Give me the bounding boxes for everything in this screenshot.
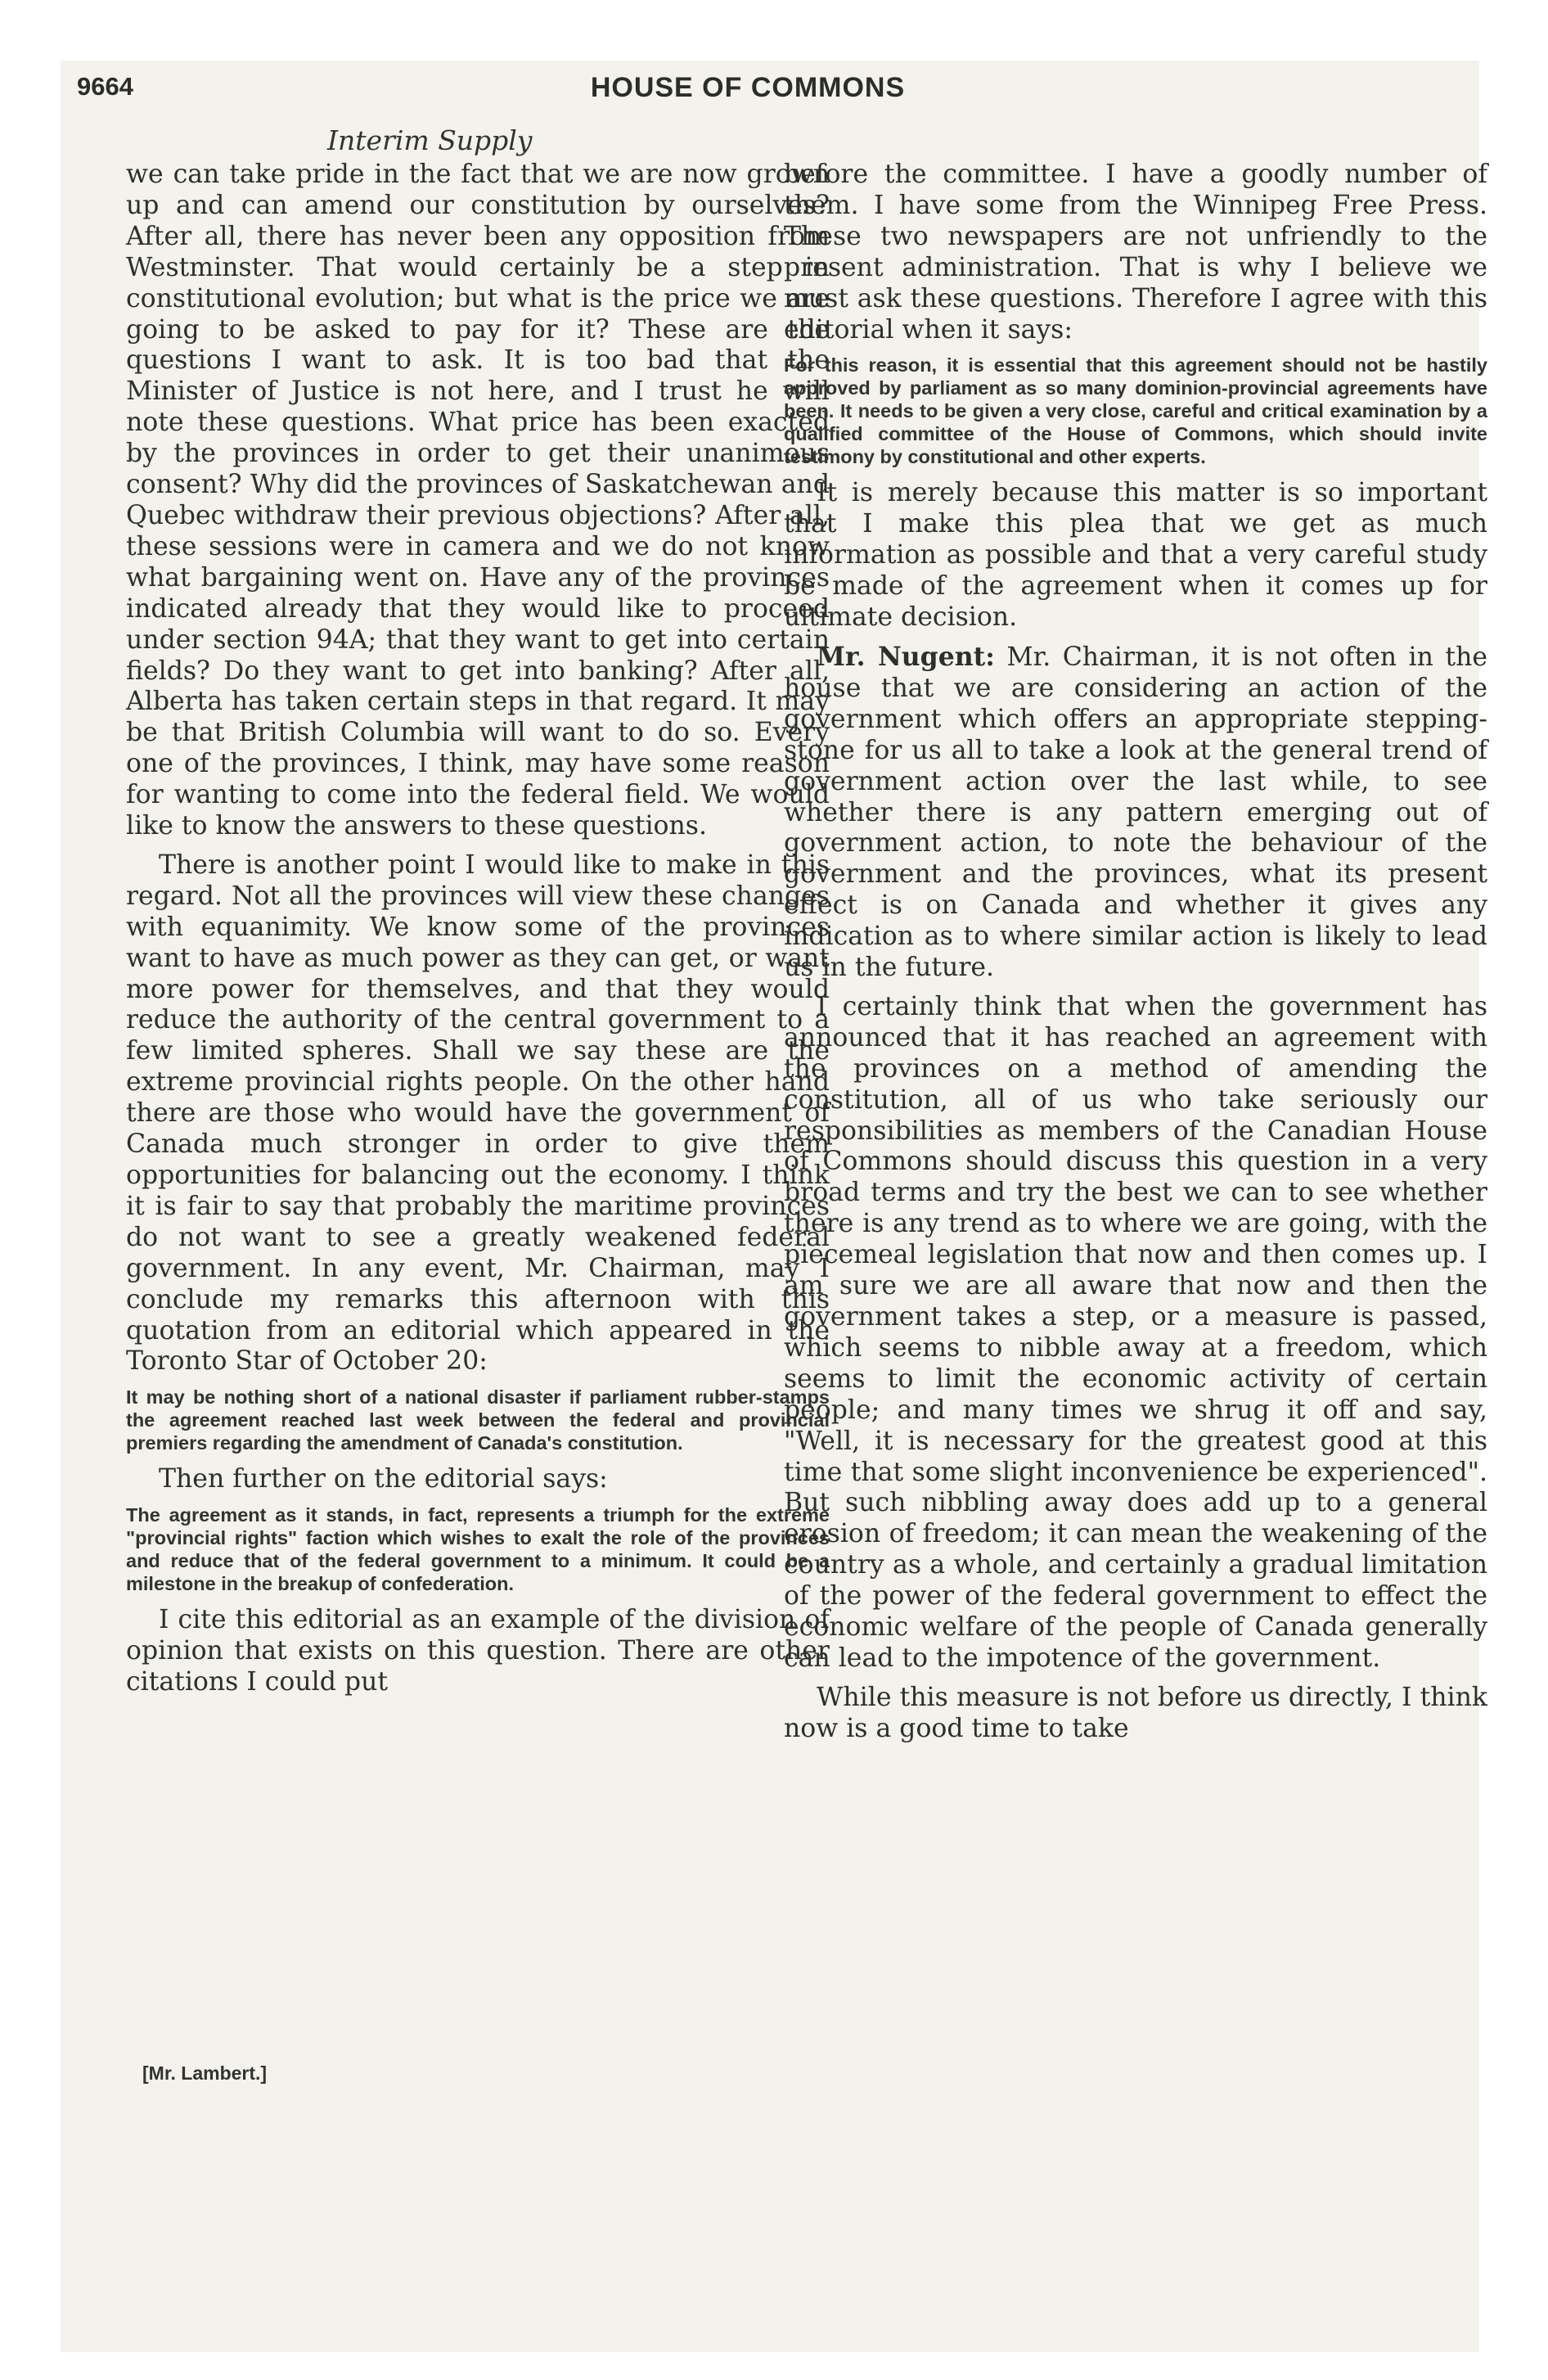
paragraph: While this measure is not before us directly, I think now is a good time to take bbox=[784, 1682, 1487, 1743]
right-column bbox=[784, 160, 1487, 1745]
page-number: 9664 bbox=[77, 72, 133, 101]
paragraph: There is another point I would like to make in this regard. Not all the provinces will view these changes with equanimity. We know some of the provinces want to have as much power as they can get, or want more power for themselves, and that they would reduce the authority of the central government to a few limited spheres. Shall we say these are the extreme provincial rights people. On the other hand there are those who would have the government of Canada much stronger in order to give them opportunities for balancing out the economy. I think it is fair to say that probably the maritime provinces do not want to see a greatly weakened federal government. In any event, Mr. Chairman, may I conclude my remarks this afternoon with this quotation from an editorial which appeared in the Toronto Star of October 20: bbox=[126, 850, 830, 1377]
paragraph bbox=[784, 642, 1487, 984]
section-title: Interim Supply bbox=[327, 124, 533, 156]
block-quote: For this reason, it is essential that this agreement should not be hastily approved by parliament as so many dominion-provincial agreements have been. It needs to be given a very close, careful and critical examination by a qualified committee of the House of Commons, which should invite testimony by constitutional and other experts. bbox=[784, 354, 1487, 468]
speech-text: Mr. Chairman, it is not often in the house that we are considering an action of the government which offers an appropriate stepping-stone for us all to take a look at the general trend of government action over the last while, to see whether there is any pattern emerging out of government action, to note the behaviour of the government and the provinces, what its present effect is on Canada and whether it gives any indication as to where similar action is likely to lead us in the future. bbox=[784, 642, 1487, 983]
paragraph: I certainly think that when the government has announced that it has reached an agreement with the provinces on a method of amending the constitution, all of us who take seriously our responsibilities as members of the Canadian House of Commons should discuss this question in a very broad terms and try the best we can to see whether there is any trend as to where we are going, with the piecemeal legislation that now and then comes up. I am sure we are all aware that now and then the government takes a step, or a measure is passed, which seems to nibble away at a freedom, which seems to limit the economic activity of certain people; and many times we shrug it off and say, "Well, it is necessary for the greatest good at this time that some slight inconvenience be experienced". But such nibbling away does add up to a general erosion of freedom; it can mean the weakening of the country as a whole, and certainly a gradual limitation of the power of the federal government to effect the economic welfare of the people of Canada generally can lead to the impotence of the government. bbox=[784, 991, 1487, 1673]
paragraph: before the committee. I have a goodly number of them. I have some from the Winnipeg Free Press. These two newspapers are not unfriendly to the present administration. That is why I believe we must ask these questions. Therefore I agree with this editorial when it says: bbox=[784, 160, 1487, 345]
paragraph: It is merely because this matter is so important that I make this plea that we get as much information as possible and that a very careful study be made of the agreement when it comes up for ultimate decision. bbox=[784, 478, 1487, 633]
speaker-footer: [Mr. Lambert.] bbox=[142, 2062, 268, 2084]
speaker-name: Mr. Nugent: bbox=[817, 641, 995, 672]
paragraph: I cite this editorial as an example of the division of opinion that exists on this question. There are other citations I could put bbox=[126, 1605, 830, 1697]
paragraph: Then further on the editorial says: bbox=[159, 1464, 608, 1494]
page-header bbox=[77, 72, 1419, 113]
block-quote: It may be nothing short of a national disaster if parliament rubber-stamps the agreement reached last week between the federal and provincial premiers regarding the amendment of Canada's constitution. bbox=[126, 1386, 830, 1454]
left-column bbox=[126, 160, 830, 1698]
paragraph: we can take pride in the fact that we are now grown up and can amend our constitution by ourselves? After all, there has never been any opposition from Westminster. That would certainly be a step in constitutional evolution; but what is the price we are going to be asked to pay for it? These are the questions I want to ask. It is too bad that the Minister of Justice is not here, and I trust he will note these questions. What price has been exacted by the provinces in order to get their unanimous consent? Why did the provinces of Saskatchewan and Quebec withdraw their previous objections? After all, these sessions were in camera and we do not know what bargaining went on. Have any of the provinces indicated already that they would like to proceed under section 94A; that they want to get into certain fields? Do they want to get into banking? After all, Alberta has taken certain steps in that regard. It may be that British Columbia will want to do so. Every one of the provinces, I think, may have some reason for wanting to come into the federal field. We would like to know the answers to these questions. bbox=[126, 160, 830, 841]
block-quote: The agreement as it stands, in fact, represents a triumph for the extreme "provincial rights" faction which wishes to exalt the role of the provinces and reduce that of the federal government to a minimum. It could be a milestone in the breakup of confederation. bbox=[126, 1504, 830, 1595]
running-title: HOUSE OF COMMONS bbox=[590, 72, 906, 103]
